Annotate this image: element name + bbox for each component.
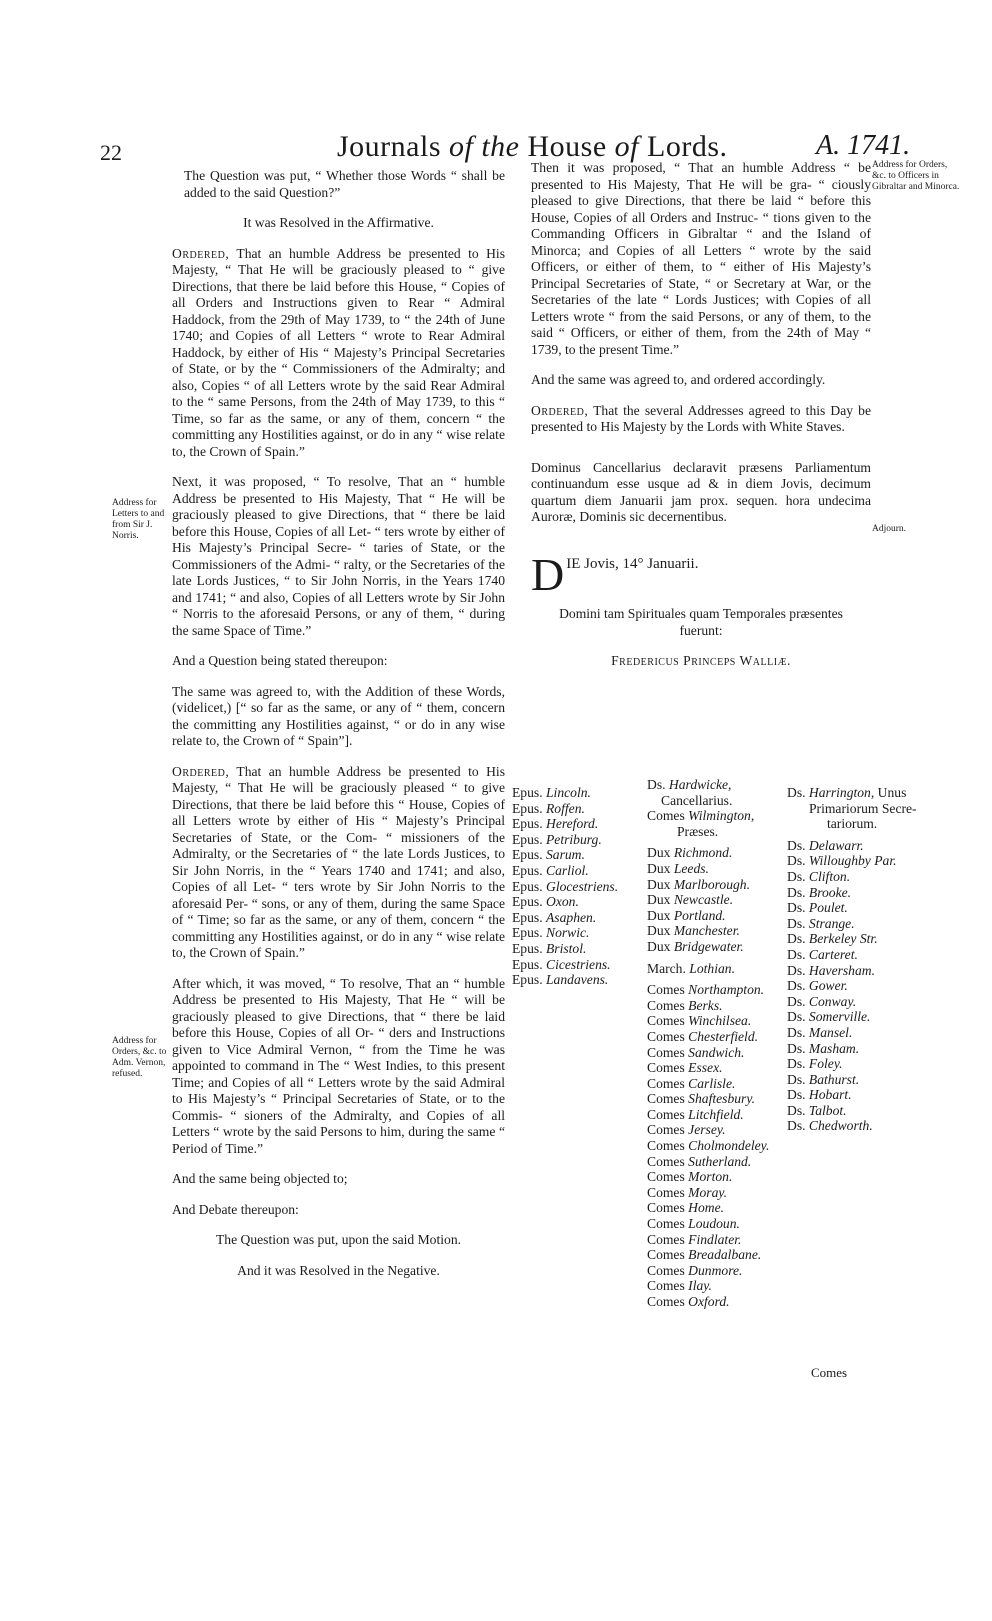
right-column <box>531 160 871 684</box>
list-item: Epus. Cicestriens. <box>512 956 611 972</box>
list-item: Epus. Asaphen. <box>512 909 597 925</box>
year-label: A. 1741. <box>816 130 911 161</box>
running-head-word: Journals <box>337 130 441 163</box>
side-note-adjourn: Adjourn. <box>872 524 907 534</box>
barons-list <box>787 785 917 1134</box>
list-item: Comes Winchilsea. <box>647 1013 752 1029</box>
date-text: IE Jovis, 14° Januarii. <box>566 555 699 572</box>
order-lead: Ordered, <box>172 763 230 779</box>
list-item: Ds. Poulet. <box>787 900 848 916</box>
list-item: Ds. Strange. <box>787 915 855 931</box>
order-text: That the several Addresses agreed to this Day be presented to His Majesty by the Lords with White Staves. <box>531 402 871 434</box>
list-item: Epus. Glocestriens. <box>512 878 619 894</box>
list-item: Comes Home. <box>647 1200 725 1216</box>
resolved-negative: And it was Resolved in the Negative. <box>237 1262 440 1278</box>
list-item: Comes Sandwich. <box>647 1044 745 1060</box>
list-item: Comes Ilay. <box>647 1278 712 1294</box>
order-haddock <box>172 246 505 461</box>
list-item: Ds. Delawarr. <box>787 837 864 853</box>
order-lead: Ordered, <box>531 402 589 418</box>
list-item: Ds. Berkeley Str. <box>787 931 878 947</box>
list-item: Ds. Clifton. <box>787 868 851 884</box>
list-item: Comes Oxford. <box>647 1294 730 1309</box>
order-lead: Ordered, <box>172 245 230 261</box>
question-stated: And a Question being stated thereupon: <box>172 653 388 668</box>
list-item: Dux Manchester. <box>647 923 740 939</box>
drop-cap: D <box>531 548 565 600</box>
list-item: tariorum. <box>827 816 878 832</box>
running-head <box>337 130 728 164</box>
order-norris <box>172 764 505 962</box>
list-item: Comes Litchfield. <box>647 1106 744 1122</box>
running-head-word: House <box>527 130 607 163</box>
side-note-vernon: Address for Orders, &c. to Adm. Vernon, refused. <box>112 1036 167 1079</box>
side-note-norris: Address for Letters to and from Sir J. Norris. <box>112 498 165 541</box>
list-item: Comes Loudoun. <box>647 1216 740 1232</box>
list-item: Comes Chesterfield. <box>647 1028 759 1044</box>
bishops-list <box>512 785 618 988</box>
list-item: Cancellarius. <box>661 792 733 808</box>
list-item: Epus. Bristol. <box>512 940 587 956</box>
list-item: Epus. Hereford. <box>512 816 599 832</box>
list-item: Ds. Conway. <box>787 993 857 1009</box>
motion-gibraltar: Then it was proposed, “ That an humble Address “ be presented to His Majesty, That He will be gra- “ ciously pleased to give Directions, that there be laid “ before this House, Copies of all Orders and Instruc- “ tions given to the Commanding Officers in Gibraltar “ and the Island of Minorca; and Copies of all Letters “ wrote by the said Officers, or either of them, to “ either of His Majesty’s Principal Secretaries of State, “ or Secretary at War, or the Secretaries of the late “ Lords Justices; with Copies of all Letters wrote “ from the said Persons, or any of them, to the said “ Officers, or either of them, from the 24th of May “ 1739, to the present Time.” <box>531 160 871 357</box>
list-item: Comes Findlater. <box>647 1231 742 1247</box>
list-item: Epus. Roffen. <box>512 800 585 816</box>
list-item: Comes Northampton. <box>647 982 765 998</box>
side-note-gibraltar: Address for Orders, &c. to Officers in Gibraltar and Minorca. <box>872 160 960 192</box>
list-item: Epus. Sarum. <box>512 847 585 863</box>
list-item: Comes Moray. <box>647 1184 728 1200</box>
list-item: Epus. Carliol. <box>512 862 589 878</box>
running-head-word: the <box>481 130 520 163</box>
order-text: That an humble Address be presented to His Majesty, “ That He will be graciously pleased to “ give Directions, that there be laid before this House, “ Copies of all Orders and Instructions given to Rear “ Admiral Haddock, from the 29th of May 1739, to “ the 24th of June 1740; and Copies of all Letters “ wrote to Rear Admiral Haddock, by either of His “ Majesty’s Principal Secretaries of State, or by the “ Commissioners of the Admiralty; and also, Copies “ of all Letters wrote by the said Rear Admiral to the “ same Persons, from the 24th of May 1739, to this “ Time, so far as the same, or any of them, concern “ the committing any Hostilities against, or do in any “ wise relate to, the Crown of Spain.” <box>172 245 505 459</box>
question-words-added: The Question was put, “ Whether those Words “ shall be added to the said Question?” <box>184 168 505 200</box>
list-item: Ds. Brooke. <box>787 884 852 900</box>
list-item: Ds. Carteret. <box>787 946 858 962</box>
list-item: Epus. Petriburg. <box>512 831 602 847</box>
left-column <box>172 168 505 1293</box>
motion-vernon: After which, it was moved, “ To resolve, That an “ humble Address be presented to His Majesty, That He “ will be graciously pleased to give Directions, that “ there be laid before this House, Copies of all Or- “ ders and Instructions given to Vice Admiral Vernon, “ from the Time he was appointed to command in The “ West Indies, to this present Time; and Copies of all “ Letters wrote by the said Admiral to His Majesty’s “ Principal Secretaries of State, or to the Commis- “ sioners of the Admiralty, and Copies of all Letters “ wrote by the said Persons to him, during the same “ Period of Time.” <box>172 975 505 1156</box>
agreed-ordered: And the same was agreed to, and ordered accordingly. <box>531 372 826 387</box>
list-item: Ds. Somerville. <box>787 1009 871 1025</box>
running-head-word: of <box>449 130 474 163</box>
adjournment-latin: Dominus Cancellarius declaravit præsens Parliamentum continuandum esse usque ad & in diem Jovis, decimum quartum diem Januarii jam prox. sequen. hora undecima Auroræ, Dominis sic decernentibus. <box>531 459 871 524</box>
list-item: Epus. Landavens. <box>512 972 609 988</box>
list-item: Dux Marlborough. <box>647 876 750 892</box>
list-item: Comes Dunmore. <box>647 1262 743 1278</box>
list-item: Dux Leeds. <box>647 860 709 876</box>
peers-list <box>647 777 769 1310</box>
list-item: Ds. Hardwicke, <box>647 777 732 792</box>
list-item: Ds. Foley. <box>787 1056 843 1072</box>
list-item: Comes Essex. <box>647 1060 723 1076</box>
list-item: Dux Bridgewater. <box>647 938 744 954</box>
session-date <box>531 548 871 600</box>
list-item: Epus. Norwic. <box>512 925 590 941</box>
page-number: 22 <box>100 140 122 165</box>
order-white-staves <box>531 403 871 436</box>
list-item: Comes Berks. <box>647 997 723 1013</box>
list-item: Dux Portland. <box>647 907 726 923</box>
motion-norris: Next, it was proposed, “ To resolve, That an “ humble Address be presented to His Majesty, That “ He will be graciously pleased to give Directions, that “ there be laid before this House, Copies of all Let- “ ters wrote by either of His Majesty’s Principal Secre- “ taries of State, or the Commissioners of the Admi- “ ralty, or the Secretaries of the late Lords Justices, “ to Sir John Norris, in the Years 1740 and 1741; “ and also, Copies of all Letters wrote by Sir John “ Norris to the aforesaid Persons, or any of them, “ during the same Space of Time.” <box>172 474 505 638</box>
list-item: Dux Richmond. <box>647 845 733 861</box>
list-item: Comes Sutherland. <box>647 1153 752 1169</box>
list-item: Comes Wilmington, <box>647 808 755 824</box>
list-item: Comes Breadalbane. <box>647 1247 762 1263</box>
list-item: Epus. Oxon. <box>512 894 579 910</box>
prince-of-wales: Fredericus Princeps Walliæ. <box>611 653 791 668</box>
list-item: Comes Carlisle. <box>647 1075 736 1091</box>
list-item: Ds. Gower. <box>787 978 848 994</box>
question-motion: The Question was put, upon the said Motion. <box>215 1232 462 1247</box>
resolved-affirmative: It was Resolved in the Affirmative. <box>243 215 434 230</box>
running-head-word: of <box>614 130 639 163</box>
list-item: Dux Newcastle. <box>647 892 734 908</box>
lords-present: Domini tam Spirituales quam Temporales præsentes fuerunt: <box>559 606 843 638</box>
list-item: Præses. <box>677 823 719 839</box>
list-item: Ds. Hobart. <box>787 1087 852 1103</box>
list-item: Ds. Chedworth. <box>787 1118 873 1134</box>
running-head-word: Lords. <box>647 130 728 163</box>
list-item: Comes Cholmondeley. <box>647 1138 770 1154</box>
list-item: Ds. Bathurst. <box>787 1071 860 1087</box>
list-item: Comes Jersey. <box>647 1122 726 1138</box>
order-text: That an humble Address be presented to His Majesty, “ That He will be graciously pleased “ to give Directions, that there be laid before this “ House, Copies of all Letters wrote by either of His “ Majesty’s Principal Secretaries of State, or the Com- “ missioners of the Admiralty, or the Secretaries of “ the late Lords Justices, to Sir John Norris, in the “ Years 1740 and 1741; and also, Copies of all Let- “ ters wrote by Sir John Norris to the aforesaid Per- “ sons, or any of them, during the same Space of “ Time; so far as the same, or any of them, concern “ the committing any Hostilities against, or do in any “ wise relate to, the Crown of Spain.” <box>172 763 505 960</box>
catchword: Comes <box>811 1365 848 1380</box>
list-item: Ds. Talbot. <box>787 1102 847 1118</box>
list-item: Ds. Mansel. <box>787 1024 853 1040</box>
list-item: Ds. Harrington, Unus <box>787 785 907 800</box>
list-item: March. Lothian. <box>647 960 735 976</box>
list-item: Comes Morton. <box>647 1169 733 1185</box>
list-item: Primariorum Secre- <box>809 800 917 816</box>
list-item: Epus. Lincoln. <box>512 785 591 800</box>
list-item: Ds. Haversham. <box>787 962 875 978</box>
objected: And the same being objected to; <box>172 1171 348 1186</box>
list-item: Ds. Willoughby Par. <box>787 853 897 869</box>
list-item: Ds. Masham. <box>787 1040 860 1056</box>
debate: And Debate thereupon: <box>172 1201 299 1217</box>
agreed-addition: The same was agreed to, with the Addition of these Words, (videlicet,) [“ so far as the same, or any of “ them, concern the committing any Hostilities against, “ or do in any wise relate to, the Crown of “ Spain”]. <box>172 683 505 748</box>
list-item: Comes Shaftesbury. <box>647 1091 756 1107</box>
